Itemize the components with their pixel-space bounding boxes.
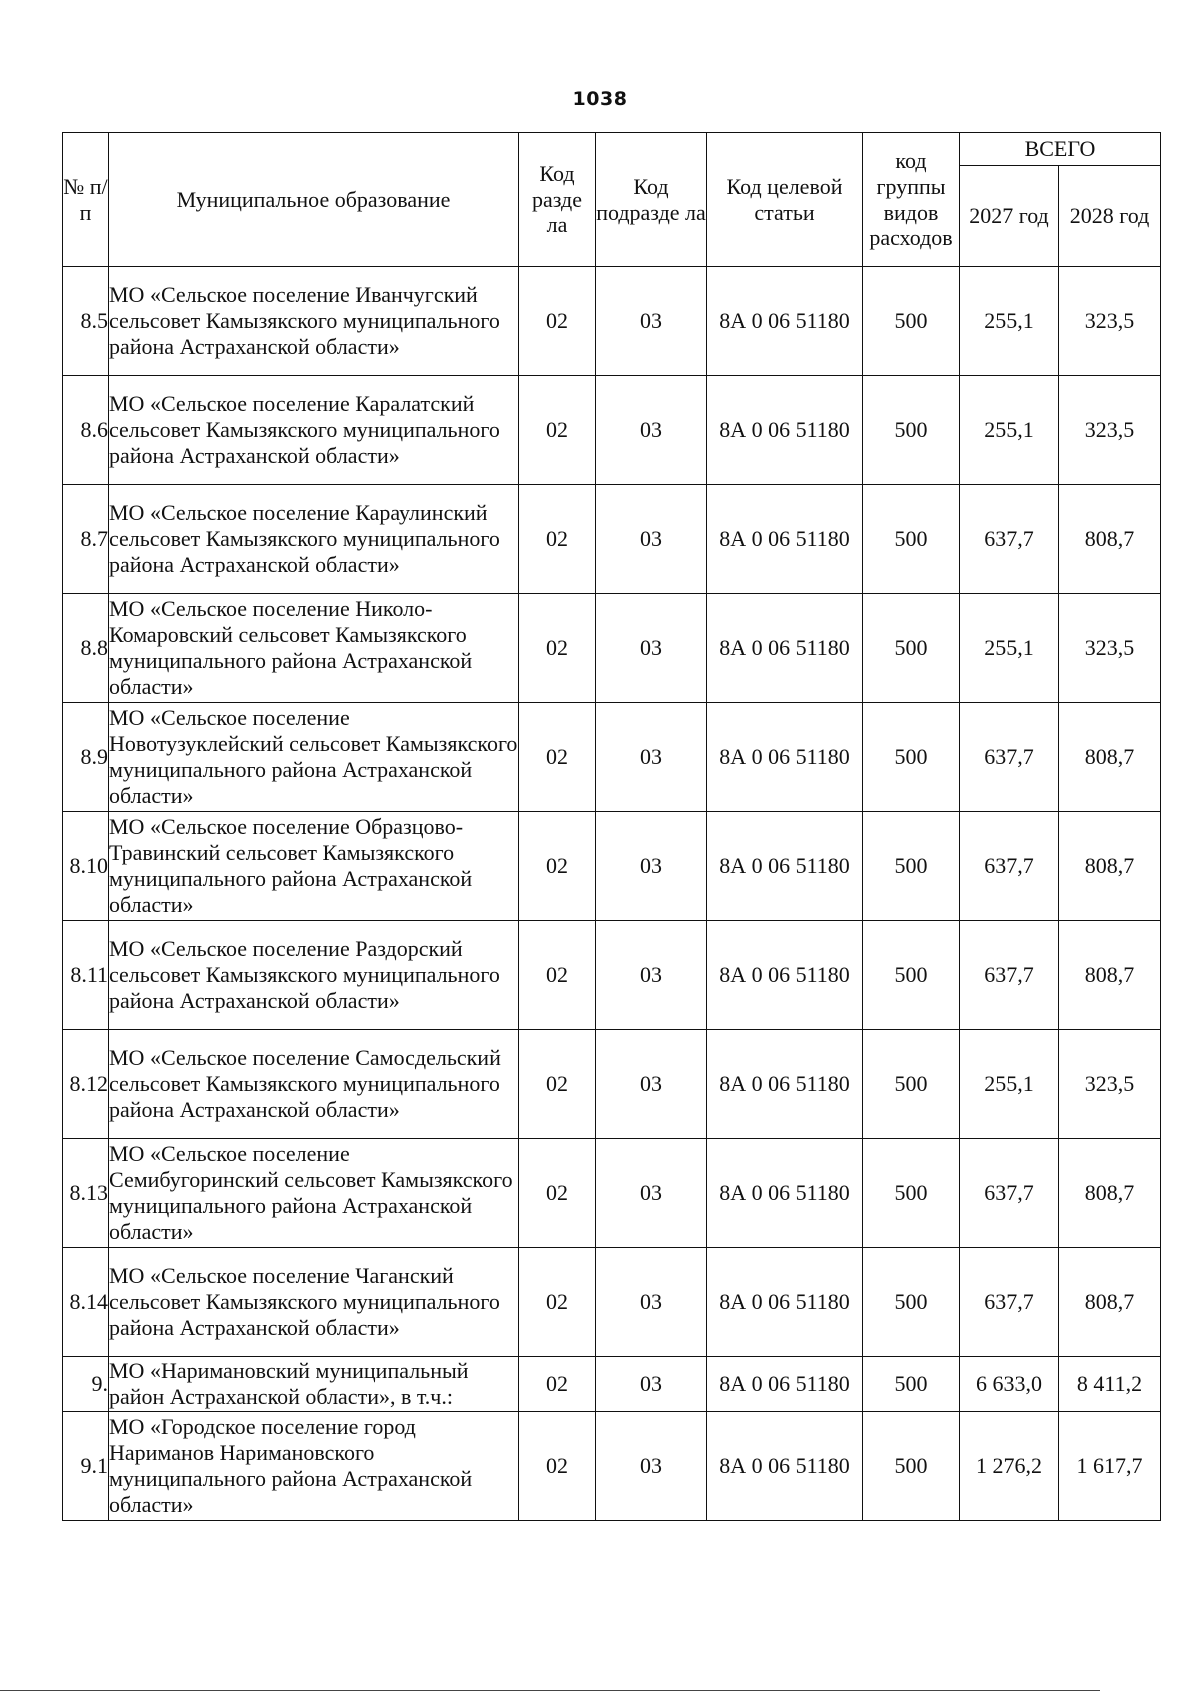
section-code: 02 [519, 921, 596, 1030]
expense-group-code: 500 [863, 485, 960, 594]
page-number: 1038 [572, 88, 628, 110]
subsection-code: 03 [596, 703, 707, 812]
row-number: 8.10 [63, 812, 109, 921]
amount-2027: 6 633,0 [960, 1357, 1059, 1412]
target-code: 8А 0 06 51180 [707, 267, 863, 376]
amount-2027: 637,7 [960, 921, 1059, 1030]
table-row [63, 703, 1161, 812]
municipality-name: МО «Наримановский муниципальный район Астраханской области», в т.ч.: [109, 1357, 519, 1412]
header-2027: 2027 год [960, 166, 1059, 267]
section-code: 02 [519, 703, 596, 812]
section-code: 02 [519, 812, 596, 921]
subsection-code: 03 [596, 485, 707, 594]
expense-group-code: 500 [863, 594, 960, 703]
row-number: 8.8 [63, 594, 109, 703]
table-row [63, 812, 1161, 921]
amount-2028: 808,7 [1059, 1139, 1161, 1248]
amount-2027: 255,1 [960, 376, 1059, 485]
amount-2027: 637,7 [960, 703, 1059, 812]
expense-group-code: 500 [863, 703, 960, 812]
expense-group-code: 500 [863, 1248, 960, 1357]
municipality-name: МО «Сельское поселение Семибугоринский сельсовет Камызякского муниципального района Астраханской области» [109, 1139, 519, 1248]
amount-2027: 255,1 [960, 594, 1059, 703]
section-code: 02 [519, 1412, 596, 1521]
header-municipality: Муниципальное образование [109, 133, 519, 267]
row-number: 8.5 [63, 267, 109, 376]
amount-2028: 808,7 [1059, 703, 1161, 812]
amount-2027: 637,7 [960, 1248, 1059, 1357]
municipality-name: МО «Городское поселение город Нариманов Наримановского муниципального района Астраханской области» [109, 1412, 519, 1521]
subsection-code: 03 [596, 594, 707, 703]
row-number: 9. [63, 1357, 109, 1412]
target-code: 8А 0 06 51180 [707, 1139, 863, 1248]
expense-group-code: 500 [863, 1412, 960, 1521]
amount-2027: 637,7 [960, 1139, 1059, 1248]
expense-group-code: 500 [863, 267, 960, 376]
table-row [63, 594, 1161, 703]
row-number: 8.9 [63, 703, 109, 812]
section-code: 02 [519, 1139, 596, 1248]
target-code: 8А 0 06 51180 [707, 1357, 863, 1412]
header-2028: 2028 год [1059, 166, 1161, 267]
amount-2028: 808,7 [1059, 1248, 1161, 1357]
section-code: 02 [519, 485, 596, 594]
municipality-name: МО «Сельское поселение Караулинский сельсовет Камызякского муниципального района Астраханской области» [109, 485, 519, 594]
footer-divider [0, 1690, 1100, 1691]
table-header [63, 133, 1161, 267]
subsection-code: 03 [596, 921, 707, 1030]
amount-2027: 637,7 [960, 812, 1059, 921]
expense-group-code: 500 [863, 812, 960, 921]
subsection-code: 03 [596, 376, 707, 485]
target-code: 8А 0 06 51180 [707, 376, 863, 485]
expense-group-code: 500 [863, 376, 960, 485]
table-row [63, 1357, 1161, 1412]
target-code: 8А 0 06 51180 [707, 812, 863, 921]
subsection-code: 03 [596, 1248, 707, 1357]
table-row [63, 485, 1161, 594]
table-row [63, 267, 1161, 376]
target-code: 8А 0 06 51180 [707, 1248, 863, 1357]
target-code: 8А 0 06 51180 [707, 1412, 863, 1521]
amount-2027: 255,1 [960, 267, 1059, 376]
municipality-name: МО «Сельское поселение Самосдельский сельсовет Камызякского муниципального района Астраханской области» [109, 1030, 519, 1139]
section-code: 02 [519, 376, 596, 485]
row-number: 8.14 [63, 1248, 109, 1357]
target-code: 8А 0 06 51180 [707, 703, 863, 812]
amount-2028: 323,5 [1059, 1030, 1161, 1139]
header-target-code: Код целевой статьи [707, 133, 863, 267]
table-row [63, 1412, 1161, 1521]
table-row [63, 376, 1161, 485]
row-number: 8.13 [63, 1139, 109, 1248]
amount-2028: 323,5 [1059, 594, 1161, 703]
table-row [63, 1030, 1161, 1139]
header-expense-group: код группы видов расходов [863, 133, 960, 267]
municipality-name: МО «Сельское поселение Каралатский сельсовет Камызякского муниципального района Астраханской области» [109, 376, 519, 485]
section-code: 02 [519, 1030, 596, 1139]
amount-2027: 1 276,2 [960, 1412, 1059, 1521]
budget-table [62, 132, 1161, 1521]
amount-2028: 323,5 [1059, 376, 1161, 485]
subsection-code: 03 [596, 812, 707, 921]
row-number: 8.11 [63, 921, 109, 1030]
amount-2028: 8 411,2 [1059, 1357, 1161, 1412]
municipality-name: МО «Сельское поселение Раздорский сельсовет Камызякского муниципального района Астраханской области» [109, 921, 519, 1030]
section-code: 02 [519, 267, 596, 376]
municipality-name: МО «Сельское поселение Николо-Комаровский сельсовет Камызякского муниципального района Астраханской области» [109, 594, 519, 703]
municipality-name: МО «Сельское поселение Иванчугский сельсовет Камызякского муниципального района Астраханской области» [109, 267, 519, 376]
amount-2027: 637,7 [960, 485, 1059, 594]
amount-2027: 255,1 [960, 1030, 1059, 1139]
header-section-code: Код разде ла [519, 133, 596, 267]
table-row [63, 1248, 1161, 1357]
amount-2028: 808,7 [1059, 812, 1161, 921]
section-code: 02 [519, 594, 596, 703]
expense-group-code: 500 [863, 1139, 960, 1248]
amount-2028: 323,5 [1059, 267, 1161, 376]
municipality-name: МО «Сельское поселение Новотузуклейский сельсовет Камызякского муниципального района Астраханской области» [109, 703, 519, 812]
expense-group-code: 500 [863, 1030, 960, 1139]
expense-group-code: 500 [863, 1357, 960, 1412]
table-row [63, 921, 1161, 1030]
subsection-code: 03 [596, 1412, 707, 1521]
subsection-code: 03 [596, 1139, 707, 1248]
header-subsection-code: Код подразде ла [596, 133, 707, 267]
section-code: 02 [519, 1357, 596, 1412]
subsection-code: 03 [596, 267, 707, 376]
municipality-name: МО «Сельское поселение Чаганский сельсовет Камызякского муниципального района Астраханской области» [109, 1248, 519, 1357]
target-code: 8А 0 06 51180 [707, 594, 863, 703]
target-code: 8А 0 06 51180 [707, 921, 863, 1030]
amount-2028: 808,7 [1059, 921, 1161, 1030]
target-code: 8А 0 06 51180 [707, 1030, 863, 1139]
amount-2028: 808,7 [1059, 485, 1161, 594]
section-code: 02 [519, 1248, 596, 1357]
header-num: № п/п [63, 133, 109, 267]
amount-2028: 1 617,7 [1059, 1412, 1161, 1521]
subsection-code: 03 [596, 1357, 707, 1412]
expense-group-code: 500 [863, 921, 960, 1030]
table-row [63, 1139, 1161, 1248]
row-number: 9.1 [63, 1412, 109, 1521]
row-number: 8.12 [63, 1030, 109, 1139]
target-code: 8А 0 06 51180 [707, 485, 863, 594]
row-number: 8.6 [63, 376, 109, 485]
row-number: 8.7 [63, 485, 109, 594]
municipality-name: МО «Сельское поселение Образцово-Травинский сельсовет Камызякского муниципального района Астраханской области» [109, 812, 519, 921]
subsection-code: 03 [596, 1030, 707, 1139]
header-total: ВСЕГО [960, 133, 1161, 166]
